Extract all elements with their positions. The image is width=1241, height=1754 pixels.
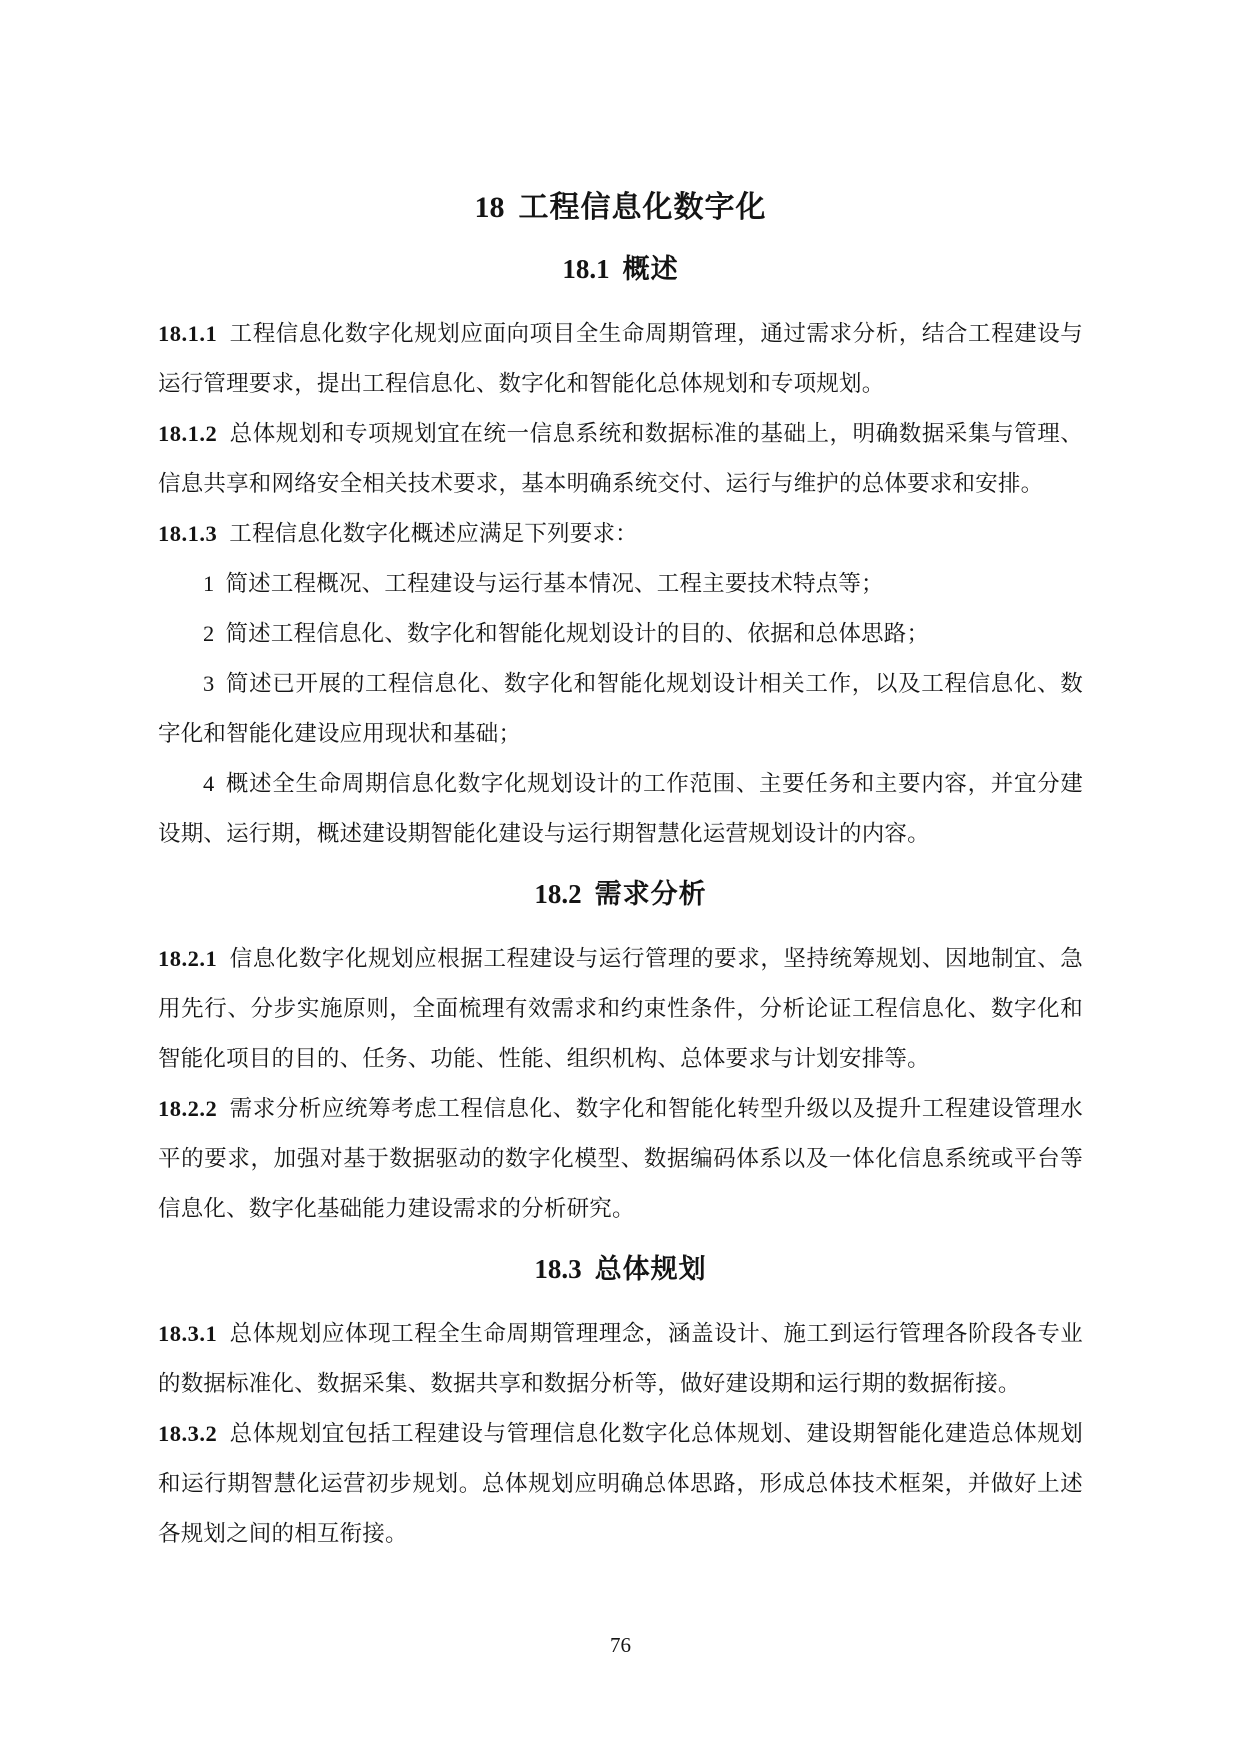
clause-number: 18.3.2 bbox=[158, 1421, 218, 1446]
clause-number: 18.2.1 bbox=[158, 946, 218, 971]
chapter-number: 18 bbox=[474, 191, 505, 224]
page-number: 76 bbox=[610, 1633, 631, 1657]
section-number: 18.3 bbox=[534, 1254, 582, 1284]
section-heading-18-1 bbox=[158, 252, 1083, 287]
section-name: 概述 bbox=[622, 254, 679, 284]
clause-number: 18.1.1 bbox=[158, 321, 218, 346]
clause-number: 18.1.2 bbox=[158, 421, 218, 446]
clause-text: 总体规划应体现工程全生命周期管理理念，涵盖设计、施工到运行管理各阶段各专业的数据标准化、数据采集、数据共享和数据分析等，做好建设期和运行期的数据衔接。 bbox=[158, 1321, 1083, 1396]
clause-18-2-1 bbox=[158, 934, 1083, 1084]
item-number: 1 bbox=[203, 571, 215, 596]
item-text: 简述已开展的工程信息化、数字化和智能化规划设计相关工作，以及工程信息化、数字化和智能化建设应用现状和基础； bbox=[158, 671, 1083, 746]
section-name: 总体规划 bbox=[594, 1254, 707, 1284]
clause-text: 信息化数字化规划应根据工程建设与运行管理的要求，坚持统筹规划、因地制宜、急用先行、分步实施原则，全面梳理有效需求和约束性条件，分析论证工程信息化、数字化和智能化项目的目的、任务、功能、性能、组织机构、总体要求与计划安排等。 bbox=[158, 946, 1083, 1071]
item-text: 简述工程信息化、数字化和智能化规划设计的目的、依据和总体思路； bbox=[225, 621, 930, 646]
clause-text: 需求分析应统筹考虑工程信息化、数字化和智能化转型升级以及提升工程建设管理水平的要求，加强对基于数据驱动的数字化模型、数据编码体系以及一体化信息系统或平台等信息化、数字化基础能力建设需求的分析研究。 bbox=[158, 1096, 1083, 1221]
item-number: 3 bbox=[203, 671, 215, 696]
clause-18-2-2 bbox=[158, 1084, 1083, 1234]
list-item-1 bbox=[158, 559, 1083, 609]
clause-18-3-1 bbox=[158, 1309, 1083, 1409]
chapter-title bbox=[158, 190, 1083, 226]
clause-text: 总体规划宜包括工程建设与管理信息化数字化总体规划、建设期智能化建造总体规划和运行期智慧化运营初步规划。总体规划应明确总体思路，形成总体技术框架，并做好上述各规划之间的相互衔接。 bbox=[158, 1421, 1083, 1546]
item-number: 4 bbox=[203, 771, 215, 796]
clause-number: 18.1.3 bbox=[158, 521, 218, 546]
item-text: 简述工程概况、工程建设与运行基本情况、工程主要技术特点等； bbox=[225, 571, 884, 596]
list-item-2 bbox=[158, 609, 1083, 659]
clause-18-1-1 bbox=[158, 309, 1083, 409]
item-number: 2 bbox=[203, 621, 215, 646]
clause-text: 工程信息化数字化规划应面向项目全生命周期管理，通过需求分析，结合工程建设与运行管理要求，提出工程信息化、数字化和智能化总体规划和专项规划。 bbox=[158, 321, 1083, 396]
list-item-3 bbox=[158, 659, 1083, 759]
chapter-name: 工程信息化数字化 bbox=[518, 191, 767, 224]
clause-18-1-3 bbox=[158, 509, 1083, 559]
item-text: 概述全生命周期信息化数字化规划设计的工作范围、主要任务和主要内容，并宜分建设期、运行期，概述建设期智能化建设与运行期智慧化运营规划设计的内容。 bbox=[158, 771, 1083, 846]
clause-18-1-2 bbox=[158, 409, 1083, 509]
section-name: 需求分析 bbox=[594, 879, 707, 909]
section-number: 18.1 bbox=[562, 254, 610, 284]
clause-18-3-2 bbox=[158, 1409, 1083, 1559]
list-item-4 bbox=[158, 759, 1083, 859]
clause-number: 18.2.2 bbox=[158, 1096, 218, 1121]
section-heading-18-3 bbox=[158, 1252, 1083, 1287]
section-heading-18-2 bbox=[158, 877, 1083, 912]
clause-text: 工程信息化数字化概述应满足下列要求： bbox=[229, 521, 638, 546]
clause-number: 18.3.1 bbox=[158, 1321, 218, 1346]
section-number: 18.2 bbox=[534, 879, 582, 909]
clause-text: 总体规划和专项规划宜在统一信息系统和数据标准的基础上，明确数据采集与管理、信息共享和网络安全相关技术要求，基本明确系统交付、运行与维护的总体要求和安排。 bbox=[158, 421, 1083, 496]
